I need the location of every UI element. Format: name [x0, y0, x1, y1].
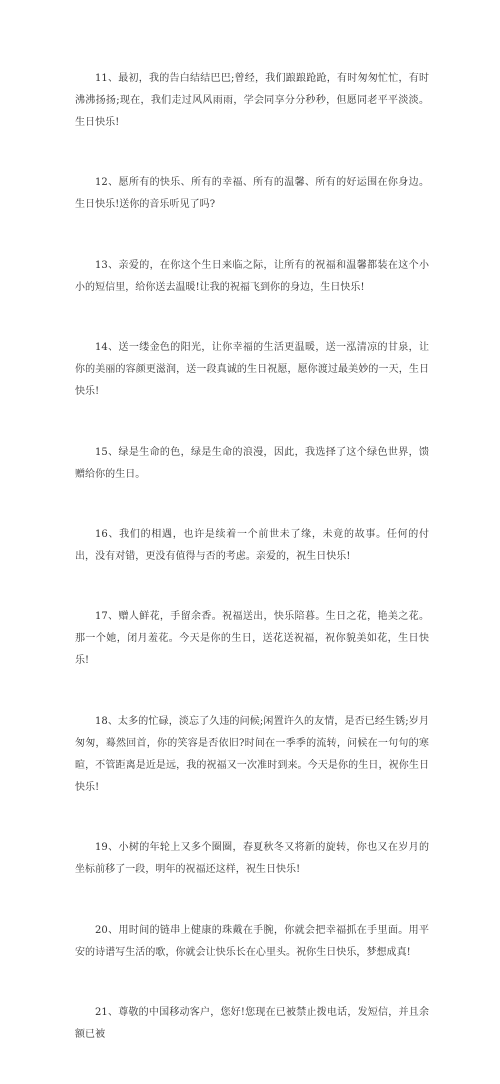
paragraph-21: 21、尊敬的中国移动客户，您好!您现在已被禁止拨电话，发短信，并且余额已被 [75, 1006, 429, 1040]
paragraph-18: 18、太多的忙碌，淡忘了久违的问候;闲置许久的友情，是否已经生锈;岁月匆匆，蓦然回首，你的笑容是否依旧?时间在一季季的流转，问候在一句句的寒暄，不管距离是近是远，我的祝福又一次准时到来。今天是你的生日，祝你生日快乐! [75, 715, 429, 793]
paragraph-13: 13、亲爱的，在你这个生日来临之际，让所有的祝福和温馨都装在这个小小的短信里，给你送去温暖!让我的祝福飞到你的身边，生日快乐! [75, 259, 429, 293]
paragraph-11: 11、最初，我的告白结结巴巴;曾经，我们踉踉跄跄，有时匆匆忙忙，有时沸沸扬扬;现在，我们走过风风雨雨，学会同享分分秒秒，但愿同老平平淡淡。生日快乐! [75, 73, 429, 128]
paragraph-19: 19、小树的年轮上又多个圈圈，春夏秋冬又将新的旋转，你也又在岁月的坐标前移了一段，明年的祝福还这样，祝生日快乐! [75, 842, 429, 876]
paragraph-16: 16、我们的相遇，也许是续着一个前世未了缘，未竟的故事。任何的付出，没有对错，更没有值得与否的考虑。亲爱的，祝生日快乐! [75, 528, 429, 562]
paragraph-15: 15、绿是生命的色，绿是生命的浪漫，因此，我选择了这个绿色世界，馈赠给你的生日。 [75, 446, 429, 480]
paragraph-17: 17、赠人鲜花，手留余香。祝福送出，快乐陪暮。生日之花，艳美之花。那一个她，闭月羞花。今天是你的生日，送花送祝福，祝你貌美如花，生日快乐! [75, 611, 429, 667]
document-body [75, 68, 429, 1084]
paragraph-20: 20、用时间的链串上健康的珠戴在手腕，你就会把幸福抓在手里面。用平安的诗谱写生活的歌，你就会让快乐长在心里头。祝你生日快乐，梦想成真! [75, 924, 429, 958]
paragraph-14: 14、送一缕金色的阳光，让你幸福的生活更温暖，送一泓清凉的甘泉，让你的美丽的容颜更滋润，送一段真诚的生日祝愿，愿你渡过最美妙的一天，生日快乐! [75, 342, 429, 398]
paragraph-12: 12、愿所有的快乐、所有的幸福、所有的温馨、所有的好运围在你身边。生日快乐!送你的音乐听见了吗? [75, 177, 429, 211]
